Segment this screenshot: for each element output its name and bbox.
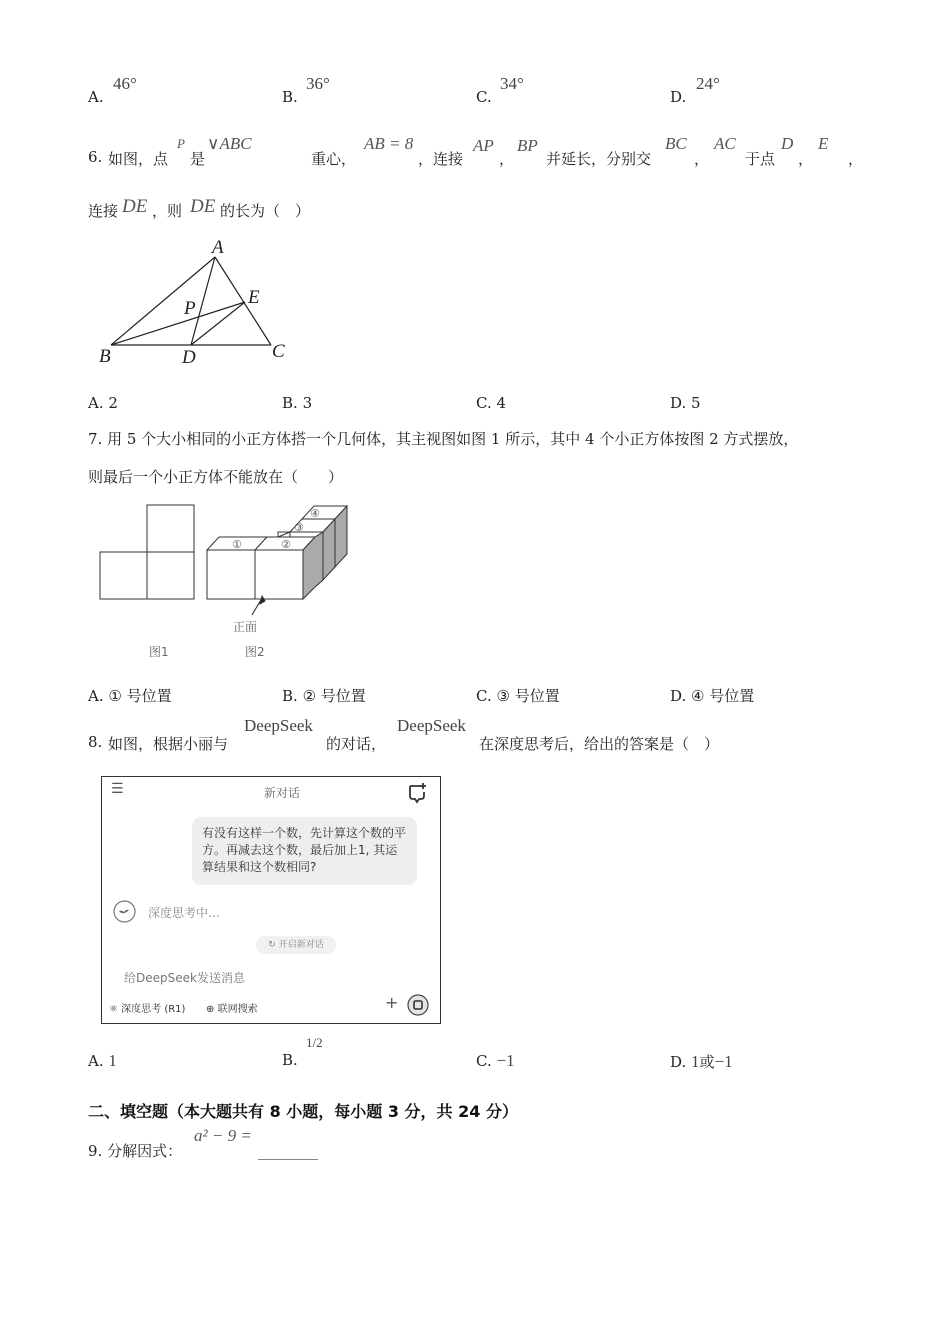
q6-text: 重心， — [311, 150, 357, 168]
web-search-toggle[interactable]: ⊕ 联网搜索 — [206, 1004, 258, 1015]
chat-title: 新对话 — [264, 786, 301, 800]
label-d: D — [182, 347, 196, 368]
triangle-figure — [95, 235, 295, 370]
section-2-heading: 二、填空题（本大题共有 8 小题，每小题 3 分，共 24 分） — [88, 1102, 518, 1121]
q6-text: 并延长，分别交 — [546, 150, 652, 168]
q5-option-b-letter: B. — [282, 88, 298, 106]
q6-text: 连接 — [88, 202, 119, 220]
label-p: P — [184, 298, 196, 319]
q8-option-a: A. 1 — [88, 1051, 117, 1070]
q5-option-c-value: 34° — [500, 74, 524, 93]
q7-option-c: C. ③ 号位置 — [476, 687, 560, 705]
atom-icon: ⚛ — [109, 1004, 118, 1015]
q6-math-ac: AC — [714, 134, 736, 153]
q7-option-d: D. ④ 号位置 — [670, 687, 755, 705]
q5-option-b-value: 36° — [306, 74, 330, 93]
cube-label-3: ③ — [294, 521, 304, 534]
label-e: E — [248, 287, 260, 308]
cube-label-2: ② — [281, 538, 291, 551]
cube-arrangement-figure — [207, 506, 347, 615]
q6-text: ， — [848, 150, 864, 168]
q8-option-b-value: 1/2 — [306, 1035, 323, 1050]
send-button[interactable] — [407, 994, 429, 1016]
deep-think-toggle[interactable]: ⚛ 深度思考 (R1) — [109, 1004, 186, 1015]
q5-option-a-value: 46° — [113, 74, 137, 93]
q5-option-d-value: 24° — [696, 74, 720, 93]
q7-line1: 7. 用 5 个大小相同的小正方体搭一个几何体，其主视图如图 1 所示，其中 4 个小正方体按图 2 方式摆放， — [88, 430, 799, 448]
front-label: 正面 — [233, 620, 258, 634]
fig2-caption: 图2 — [245, 645, 265, 659]
q6-option-b: B. 3 — [282, 394, 313, 412]
q6-text: ，则 — [152, 202, 183, 220]
label-c: C — [272, 341, 285, 362]
q5-option-c-letter: C. — [476, 88, 492, 106]
q7-option-a: A. ① 号位置 — [88, 687, 172, 705]
q6-text: 的长为（ ） — [220, 202, 311, 220]
new-chat-icon[interactable] — [406, 782, 428, 804]
q5-option-a-letter: A. — [88, 88, 104, 106]
q8-option-c: C. −1 — [476, 1051, 515, 1070]
q6-text: ， — [798, 150, 814, 168]
segment-be — [111, 302, 245, 345]
cube-label-1: ① — [232, 538, 242, 551]
cube-figures — [95, 500, 365, 665]
thinking-status: 深度思考中… — [148, 906, 221, 920]
message-input[interactable]: 给DeepSeek发送消息 — [124, 971, 245, 985]
q6-option-d: D. 5 — [670, 394, 701, 412]
edge-ab — [111, 257, 215, 345]
edge-ac — [215, 257, 271, 345]
q6-math-ap: AP — [473, 136, 494, 155]
q8-option-d: D. 1或−1 — [670, 1052, 733, 1071]
cube-label-4: ④ — [310, 507, 320, 520]
q8-option-b-fraction — [306, 1036, 323, 1050]
q6-number: 6. — [88, 148, 103, 166]
q6-math-de: DE — [190, 196, 216, 217]
q8-text: 的对话， — [326, 735, 387, 753]
q6-option-c: C. 4 — [476, 394, 507, 412]
q5-option-d-letter: D. — [670, 88, 687, 106]
label-b: B — [99, 346, 111, 367]
label-a: A — [212, 237, 224, 258]
q6-math-bc: BC — [665, 134, 687, 153]
q7-line2: 则最后一个小正方体不能放在（ ） — [88, 468, 344, 486]
plus-icon[interactable]: + — [385, 993, 399, 1012]
q6-math-e: E — [818, 134, 829, 153]
q6-text: ， — [694, 150, 710, 168]
fig1-caption: 图1 — [149, 645, 169, 659]
q6-option-a: A. 2 — [88, 394, 118, 412]
front-view-figure — [100, 505, 194, 599]
q8-deepseek: DeepSeek — [397, 716, 466, 735]
new-chat-pill[interactable]: ↻ 开启新对话 — [256, 936, 336, 954]
q8-text: 在深度思考后，给出的答案是（ ） — [479, 735, 720, 753]
q6-math-abc: ∨ABC — [207, 134, 252, 153]
q6-math-bp: BP — [517, 136, 538, 155]
q6-text: ，连接 — [418, 150, 464, 168]
segment-de — [191, 302, 245, 345]
q6-math-ab8: AB = 8 — [364, 134, 414, 153]
q6-text: 是 — [190, 150, 206, 168]
q9-math: a² − 9 = — [194, 1126, 252, 1145]
q6-math-de: DE — [122, 196, 148, 217]
q8-text: 如图，根据小丽与 — [108, 735, 229, 753]
q6-text: 如图，点 — [108, 150, 169, 168]
menu-icon[interactable]: ☰ — [111, 781, 124, 797]
q6-math-p: P — [177, 136, 185, 151]
globe-icon: ⊕ — [206, 1004, 215, 1015]
deepseek-chat-screenshot — [101, 776, 441, 1024]
deepseek-logo-icon — [113, 900, 136, 923]
q6-text: ， — [499, 150, 515, 168]
q9-text: 9. 分解因式： — [88, 1142, 183, 1160]
q6-math-d: D — [781, 134, 794, 153]
q8-deepseek: DeepSeek — [244, 716, 313, 735]
q8-number: 8. — [88, 733, 103, 751]
q8-option-b-letter: B. — [282, 1051, 298, 1069]
q6-text: 于点 — [745, 150, 776, 168]
q9-answer-blank[interactable]: ________ — [258, 1142, 318, 1160]
user-message-bubble: 有没有这样一个数，先计算这个数的平方。再减去这个数，最后加上1, 其运算结果和这个数相同? — [192, 817, 417, 885]
q7-option-b: B. ② 号位置 — [282, 687, 366, 705]
